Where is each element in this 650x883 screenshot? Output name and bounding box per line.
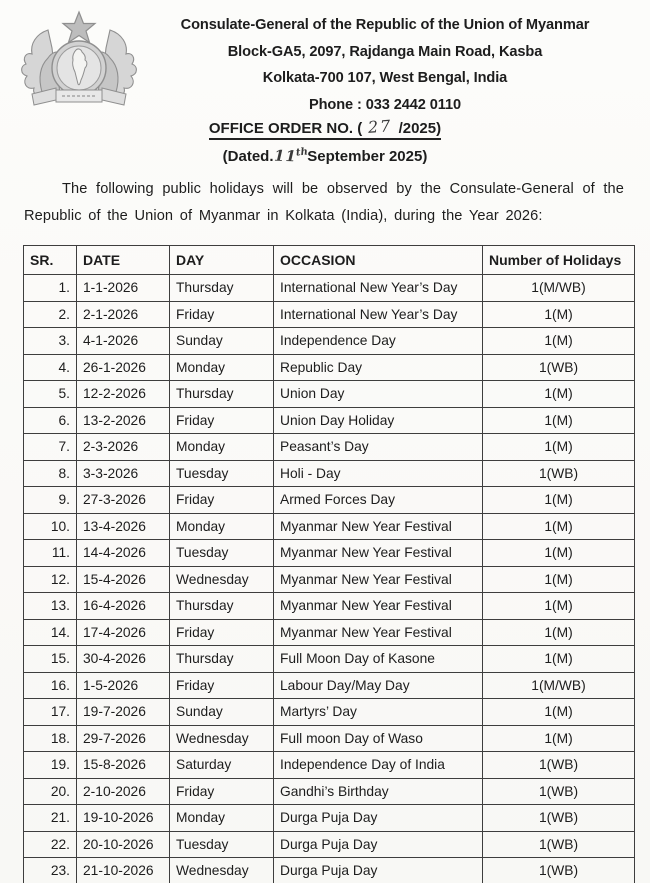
- row-sr: 7.: [24, 434, 77, 461]
- row-holidays: 1(WB): [483, 778, 635, 805]
- star-icon: [63, 12, 95, 43]
- row-sr: 5.: [24, 381, 77, 408]
- holidays-table: [23, 245, 635, 883]
- row-day: Wednesday: [170, 725, 274, 752]
- row-occasion: International New Year’s Day: [274, 301, 483, 328]
- row-date: 17-4-2026: [77, 619, 170, 646]
- table-row: [24, 619, 635, 646]
- table-row: [24, 831, 635, 858]
- row-holidays: 1(WB): [483, 805, 635, 832]
- row-sr: 3.: [24, 328, 77, 355]
- row-date: 13-2-2026: [77, 407, 170, 434]
- order-dated-line: [0, 147, 650, 165]
- row-day: Tuesday: [170, 540, 274, 567]
- row-occasion: Union Day: [274, 381, 483, 408]
- table-row: [24, 354, 635, 381]
- row-occasion: Full Moon Day of Kasone: [274, 646, 483, 673]
- row-day: Friday: [170, 301, 274, 328]
- order-number-handwritten: 27: [367, 116, 394, 137]
- row-day: Monday: [170, 434, 274, 461]
- row-date: 15-4-2026: [77, 566, 170, 593]
- table-row: [24, 566, 635, 593]
- row-holidays: 1(M): [483, 434, 635, 461]
- office-order-block: [0, 118, 650, 165]
- row-date: 15-8-2026: [77, 752, 170, 779]
- office-order-title: [209, 118, 441, 140]
- row-day: Tuesday: [170, 460, 274, 487]
- dated-suffix: September 2025): [307, 148, 428, 165]
- row-holidays: 1(M): [483, 725, 635, 752]
- table-row: [24, 540, 635, 567]
- row-occasion: Armed Forces Day: [274, 487, 483, 514]
- row-occasion: Durga Puja Day: [274, 805, 483, 832]
- row-holidays: 1(WB): [483, 858, 635, 883]
- row-holidays: 1(M): [483, 513, 635, 540]
- order-title-prefix: OFFICE ORDER NO. (: [208, 120, 363, 137]
- row-occasion: Labour Day/May Day: [274, 672, 483, 699]
- row-occasion: Durga Puja Day: [274, 831, 483, 858]
- row-holidays: 1(M): [483, 487, 635, 514]
- table-row: [24, 646, 635, 673]
- table-row: [24, 434, 635, 461]
- header-date: DATE: [77, 246, 170, 275]
- address-line-1: Block-GA5, 2097, Rajdanga Main Road, Kasba: [227, 43, 543, 60]
- table-row: [24, 699, 635, 726]
- row-day: Thursday: [170, 593, 274, 620]
- row-occasion: Myanmar New Year Festival: [274, 566, 483, 593]
- row-sr: 17.: [24, 699, 77, 726]
- org-name: Consulate-General of the Republic of the Union of Myanmar: [180, 17, 590, 33]
- row-occasion: Myanmar New Year Festival: [274, 593, 483, 620]
- row-sr: 8.: [24, 460, 77, 487]
- row-occasion: Holi - Day: [274, 460, 483, 487]
- row-day: Tuesday: [170, 831, 274, 858]
- row-sr: 16.: [24, 672, 77, 699]
- table-row: [24, 752, 635, 779]
- row-date: 19-10-2026: [77, 805, 170, 832]
- row-day: Friday: [170, 778, 274, 805]
- row-occasion: Full moon Day of Waso: [274, 725, 483, 752]
- row-date: 19-7-2026: [77, 699, 170, 726]
- row-holidays: 1(M/WB): [483, 672, 635, 699]
- row-holidays: 1(M): [483, 566, 635, 593]
- table-body: [24, 275, 635, 883]
- row-holidays: 1(WB): [483, 831, 635, 858]
- row-day: Thursday: [170, 381, 274, 408]
- header-day: DAY: [170, 246, 274, 275]
- row-date: 2-3-2026: [77, 434, 170, 461]
- table-row: [24, 593, 635, 620]
- dated-day-handwritten: 11: [273, 146, 297, 166]
- row-holidays: 1(M): [483, 619, 635, 646]
- row-sr: 13.: [24, 593, 77, 620]
- row-date: 21-10-2026: [77, 858, 170, 883]
- row-sr: 23.: [24, 858, 77, 883]
- header-occasion: OCCASION: [274, 246, 483, 275]
- row-day: Sunday: [170, 699, 274, 726]
- row-day: Thursday: [170, 646, 274, 673]
- myanmar-state-seal-icon: [18, 8, 140, 116]
- row-day: Friday: [170, 619, 274, 646]
- dated-prefix: (Dated.: [222, 148, 274, 165]
- row-date: 20-10-2026: [77, 831, 170, 858]
- table-row: [24, 301, 635, 328]
- table-row: [24, 328, 635, 355]
- row-sr: 10.: [24, 513, 77, 540]
- row-sr: 21.: [24, 805, 77, 832]
- row-day: Wednesday: [170, 566, 274, 593]
- row-day: Friday: [170, 487, 274, 514]
- row-sr: 15.: [24, 646, 77, 673]
- table-row: [24, 672, 635, 699]
- row-date: 29-7-2026: [77, 725, 170, 752]
- letterhead: [140, 12, 630, 118]
- row-sr: 18.: [24, 725, 77, 752]
- table-row: [24, 381, 635, 408]
- order-title-suffix: /2025): [398, 120, 442, 137]
- header-sr: SR.: [24, 246, 77, 275]
- row-sr: 9.: [24, 487, 77, 514]
- row-holidays: 1(M): [483, 381, 635, 408]
- row-day: Sunday: [170, 328, 274, 355]
- row-day: Wednesday: [170, 858, 274, 883]
- table-row: [24, 275, 635, 302]
- row-date: 4-1-2026: [77, 328, 170, 355]
- row-occasion: Independence Day of India: [274, 752, 483, 779]
- table-row: [24, 725, 635, 752]
- row-holidays: 1(M): [483, 593, 635, 620]
- row-date: 30-4-2026: [77, 646, 170, 673]
- table-row: [24, 513, 635, 540]
- row-holidays: 1(M): [483, 328, 635, 355]
- row-sr: 14.: [24, 619, 77, 646]
- row-occasion: Peasant’s Day: [274, 434, 483, 461]
- row-day: Monday: [170, 354, 274, 381]
- phone-line: Phone : 033 2442 0110: [308, 96, 462, 113]
- row-occasion: Independence Day: [274, 328, 483, 355]
- row-date: 16-4-2026: [77, 593, 170, 620]
- row-sr: 11.: [24, 540, 77, 567]
- table-row: [24, 778, 635, 805]
- table-row: [24, 407, 635, 434]
- row-sr: 19.: [24, 752, 77, 779]
- row-day: Friday: [170, 407, 274, 434]
- row-holidays: 1(WB): [483, 752, 635, 779]
- row-date: 1-1-2026: [77, 275, 170, 302]
- row-occasion: Republic Day: [274, 354, 483, 381]
- row-holidays: 1(M): [483, 407, 635, 434]
- row-date: 3-3-2026: [77, 460, 170, 487]
- row-date: 14-4-2026: [77, 540, 170, 567]
- table-row: [24, 460, 635, 487]
- row-date: 26-1-2026: [77, 354, 170, 381]
- row-holidays: 1(WB): [483, 460, 635, 487]
- row-date: 1-5-2026: [77, 672, 170, 699]
- row-sr: 20.: [24, 778, 77, 805]
- row-day: Friday: [170, 672, 274, 699]
- row-holidays: 1(M): [483, 699, 635, 726]
- table-header-row: [24, 246, 635, 275]
- row-date: 2-1-2026: [77, 301, 170, 328]
- row-occasion: Myanmar New Year Festival: [274, 540, 483, 567]
- header-holidays: Number of Holidays: [483, 246, 635, 275]
- row-holidays: 1(M/WB): [483, 275, 635, 302]
- table-row: [24, 487, 635, 514]
- table-row: [24, 858, 635, 883]
- row-sr: 22.: [24, 831, 77, 858]
- row-day: Monday: [170, 805, 274, 832]
- row-sr: 12.: [24, 566, 77, 593]
- row-holidays: 1(M): [483, 540, 635, 567]
- table-row: [24, 805, 635, 832]
- row-occasion: Gandhi’s Birthday: [274, 778, 483, 805]
- row-holidays: 1(M): [483, 301, 635, 328]
- row-date: 13-4-2026: [77, 513, 170, 540]
- row-occasion: Union Day Holiday: [274, 407, 483, 434]
- row-holidays: 1(M): [483, 646, 635, 673]
- row-date: 12-2-2026: [77, 381, 170, 408]
- row-occasion: Myanmar New Year Festival: [274, 619, 483, 646]
- row-day: Thursday: [170, 275, 274, 302]
- dated-ordinal-handwritten: th: [295, 146, 309, 159]
- row-occasion: International New Year’s Day: [274, 275, 483, 302]
- row-sr: 2.: [24, 301, 77, 328]
- row-day: Saturday: [170, 752, 274, 779]
- row-date: 2-10-2026: [77, 778, 170, 805]
- row-day: Monday: [170, 513, 274, 540]
- row-occasion: Durga Puja Day: [274, 858, 483, 883]
- row-holidays: 1(WB): [483, 354, 635, 381]
- row-date: 27-3-2026: [77, 487, 170, 514]
- intro-paragraph: The following public holidays will be observed by the Consulate-General of the Republic of the Union of Myanmar in Kolkata (India), during the Year 2026:: [24, 181, 624, 224]
- row-occasion: Myanmar New Year Festival: [274, 513, 483, 540]
- row-sr: 6.: [24, 407, 77, 434]
- row-sr: 1.: [24, 275, 77, 302]
- row-occasion: Martyrs’ Day: [274, 699, 483, 726]
- row-sr: 4.: [24, 354, 77, 381]
- address-line-2: Kolkata-700 107, West Bengal, India: [262, 70, 508, 86]
